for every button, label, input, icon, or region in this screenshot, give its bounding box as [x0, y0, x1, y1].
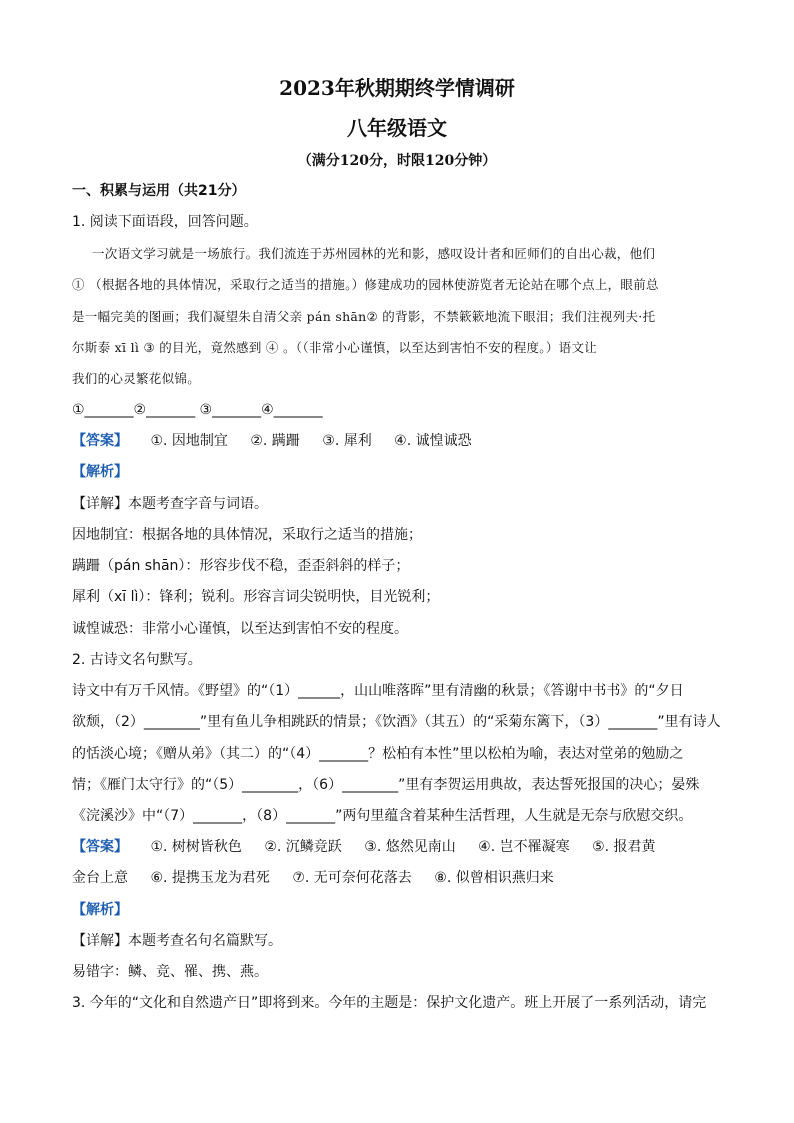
- question-3-stem: 3. 今年的“文化和自然遗产日”即将到来。今年的主题是：保护文化遗产。班上开展了一系列活动，请完: [72, 995, 707, 1011]
- analysis-label: 【解析】: [72, 464, 128, 480]
- answer-item: ④. 诚惶诚恐: [394, 433, 472, 449]
- answer-item: ⑦. 无可奈何花落去: [292, 870, 412, 886]
- note-line: 诚惶诚恐：非常小心谨慎，以至达到害怕不安的程度。: [72, 621, 408, 637]
- note-line: 犀利（xī lì）：锋利；锐利。形容言词尖锐明快，目光锐利；: [72, 589, 440, 605]
- question-2-body: 诗文中有万千风情。《野望》的“（1）______，山山唯落晖”里有清幽的秋景；《答谢中书书》的“夕日: [72, 683, 684, 699]
- answer-item: ②. 蹒跚: [250, 433, 300, 449]
- answer-item: ①. 因地制宜: [150, 433, 228, 449]
- analysis-label: 【解析】: [72, 902, 128, 918]
- passage-line: 尔斯泰 xī lì ③ 的目光，竟然感到 ④ 。（（非常小心谨慎，以至达到害怕不安的程度。）语文让: [72, 340, 598, 355]
- exam-title: 2023年秋期期终学情调研: [279, 76, 515, 100]
- question-1-stem: 1. 阅读下面语段，回答问题。: [72, 214, 258, 230]
- question-2-body: 的恬淡心境；《赠从弟》（其二）的“（4）_______？松柏有本性”里以松柏为喻，表达对堂弟的勉励之: [72, 746, 684, 762]
- score-info: （满分120分，时限120分钟）: [297, 153, 497, 169]
- note-line: 蹒跚（pán shān）：形容步伐不稳，歪歪斜斜的样子；: [72, 558, 410, 574]
- answer-item: ⑥. 提携玉龙为君死: [150, 870, 270, 886]
- question-2-body: 情；《雁门太守行》的“（5）________，（6）________”里有李贺运用典故，表达誓死报国的决心；晏殊: [72, 777, 700, 793]
- answer-blanks: ①_______②_______ ③_______④_______: [72, 402, 323, 418]
- answer-row: [72, 868, 732, 888]
- answer-item: ③. 犀利: [322, 433, 372, 449]
- exam-subject: 八年级语文: [347, 116, 447, 140]
- answer-item: ⑧. 似曾相识燕归来: [434, 870, 554, 886]
- answer-item: 金台上意: [72, 870, 128, 886]
- answer-item: ⑤. 报君黄: [592, 839, 656, 855]
- question-2-body: 欲颓，（2）________”里有鱼儿争相跳跃的情景；《饮酒》（其五）的“采菊东篱下，（3）_______”里有诗人: [72, 714, 721, 730]
- passage-line: 是一幅完美的图画；我们凝望朱自清父亲 pán shān② 的背影，不禁簌簌地流下眼泪；我们注视列夫·托: [72, 309, 656, 324]
- passage-line: 我们的心灵繁花似锦。: [72, 371, 201, 386]
- answer-label: 【答案】: [72, 839, 128, 855]
- passage-line: 一次语文学习就是一场旅行。我们流连于苏州园林的光和影，感叹设计者和匠师们的自出心裁，他们: [92, 246, 656, 261]
- section-heading: 一、积累与运用（共21分）: [72, 183, 246, 199]
- question-2-body: 《浣溪沙》中“（7）_______，（8）_______”两句里蕴含着某种生活哲理，人生就是无奈与欣慰交织。: [72, 808, 693, 824]
- answer-item: ④. 岂不罹凝寒: [478, 839, 570, 855]
- detail-line: 【详解】本题考查字音与词语。: [72, 496, 268, 512]
- answer-row: [72, 431, 732, 451]
- answer-label: 【答案】: [72, 433, 128, 449]
- passage-line: ① （根据各地的具体情况，采取行之适当的措施。）修建成功的园林使游览者无论站在哪个点上，眼前总: [72, 277, 659, 292]
- detail-line: 【详解】本题考查名句名篇默写。: [72, 933, 282, 949]
- note-line: 因地制宜：根据各地的具体情况，采取行之适当的措施；: [72, 527, 422, 543]
- answer-item: ③. 悠然见南山: [364, 839, 456, 855]
- answer-row: [72, 837, 732, 857]
- note-line: 易错字：鳞、竞、罹、携、燕。: [72, 964, 268, 980]
- question-2-stem: 2. 古诗文名句默写。: [72, 652, 202, 668]
- answer-item: ②. 沉鳞竞跃: [264, 839, 342, 855]
- answer-item: ①. 树树皆秋色: [150, 839, 242, 855]
